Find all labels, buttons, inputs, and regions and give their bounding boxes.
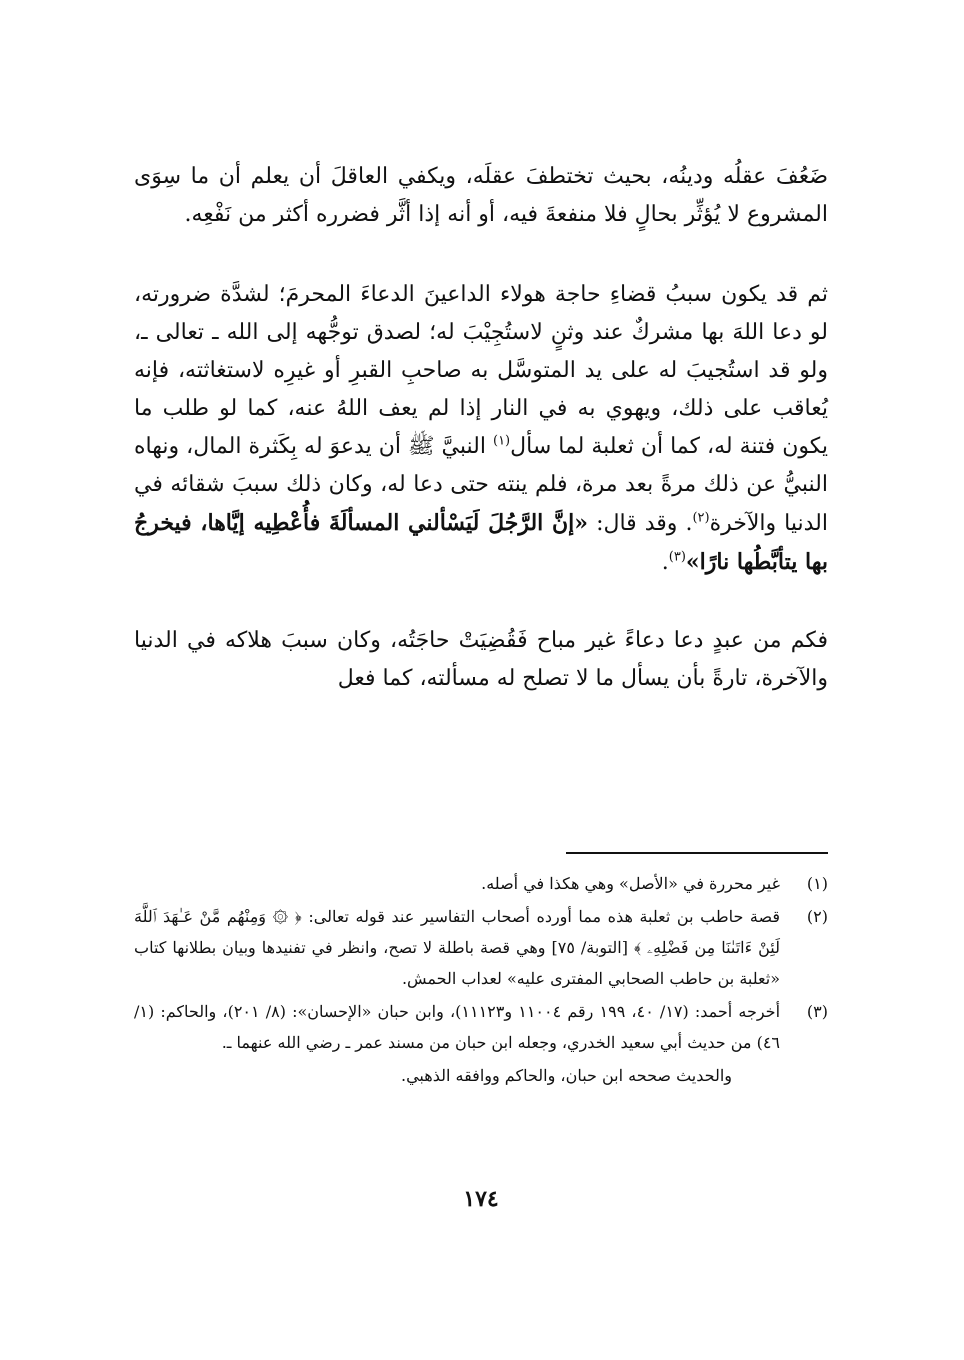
page-content — [134, 158, 828, 1212]
footnote-ref-2[interactable]: (٢) — [692, 510, 710, 526]
footnote-number: (٣) — [806, 1002, 828, 1021]
footnote-ref-1[interactable]: (١) — [492, 433, 511, 449]
footnote-2 — [134, 901, 828, 994]
paragraph-2-text-d: . — [661, 550, 669, 575]
footnote-text: قصة حاطب بن ثعلبة هذه مما أورده أصحاب التفاسير عند قوله تعالى: ﴿ ۞ وَمِنْهُم مَّنْ عَـٰهَدَ ٱللَّهَ لَئِنْ ءَاتَىٰنَا مِن فَضْلِهِۦ ﴾ [التوبة/ ٧٥] وهي قصة باطلة لا تصح، وانظر في تفنيدها وبيان بطلانها كتاب «ثعلبة بن حاطب الصحابي المفترى عليه» لعداب الحمش. — [134, 907, 780, 988]
paragraph-1: ضَعُفَ عقلُه ودينُه، بحيث تختطفَ عقلَه، ويكفي العاقلَ أن يعلم أن ما سِوَى المشروع لا يُؤثِّر بحالٍ فلا منفعةَ فيه، أو أنه إذا أثَّر فضرره أكثر من نَفْعِه. — [134, 164, 828, 227]
footnote-text: غير محررة في «الأصل» وهي هكذا في أصله. — [481, 874, 780, 893]
page-number: ١٧٤ — [463, 1186, 499, 1212]
footnote-3-extra: والحديث صححه ابن حبان، والحاكم ووافقه الذهبي. — [401, 1066, 732, 1085]
footnote-number: (١) — [806, 874, 828, 893]
paragraph-2-text-b: النبيَّ ﷺ أن يدعوَ له بِكَثرة المال، ونهاه النبيُّ عن ذلك مرةً بعد مرة، فلم ينته حتى دعا له، وكان ذلك سببَ شقائه في الدنيا والآخرة — [134, 434, 828, 536]
paragraph-2-text-c: . وقد قال: — [588, 511, 693, 536]
footnote-text: أخرجه أحمد: (١٧/ ٤٠، ١٩٩ رقم ١١٠٠٤ و١١١٢٣)، وابن حبان «الإحسان»: (٨/ ٢٠١)، والحاكم: (١/ ٤٦) من حديث أبي سعيد الخدري، وجعله ابن حبان من مسند عمر ـ رضي الله عنهما ـ. — [134, 1002, 781, 1052]
footnote-ref-3[interactable]: (٣) — [668, 549, 686, 565]
paragraph-2 — [134, 276, 828, 582]
footnotes — [134, 868, 828, 1091]
footnote-number: (٢) — [806, 907, 828, 926]
paragraph-3: فكم من عبدٍ دعا دعاءً غير مباح فَقُضِيَتْ حاجَتُه، وكان سببَ هلاكه في الدنيا والآخرة، تارةً بأن يسأل ما لا تصلح له مسألته، كما فعل — [134, 628, 828, 691]
hadith-quote: «إنَّ الرَّجُلَ لَيَسْألني المسألَةَ فأُعْطِيه إيَّاها، فيخرجُ بها يتأبَّطُها نارًا» — [134, 510, 828, 575]
footnote-3 — [134, 996, 828, 1058]
footnote-1 — [134, 868, 828, 899]
paragraph-2-text-a: ثم قد يكون سببُ قضاءِ حاجة هولاء الداعينَ الدعاءَ المحرمَ؛ لشدَّة ضرورته، لو دعا اللهَ بها مشركٌ عند وثنٍ لاستُجِيْبَ له؛ لصدق توجُّهه إلى الله ـ تعالى ـ، ولو قد استُجيبَ له على يد المتوسَّل به صاحبِ القبرِ أو غيرِه لاستغاثته، فإنه يُعاقب على ذلك، ويهوي به في النار إذا لم يعف اللهُ عنه، كما لو طلب ما يكون فتنة له، كما أن ثعلبة لما سأل — [134, 282, 828, 459]
footnote-separator — [566, 852, 828, 854]
